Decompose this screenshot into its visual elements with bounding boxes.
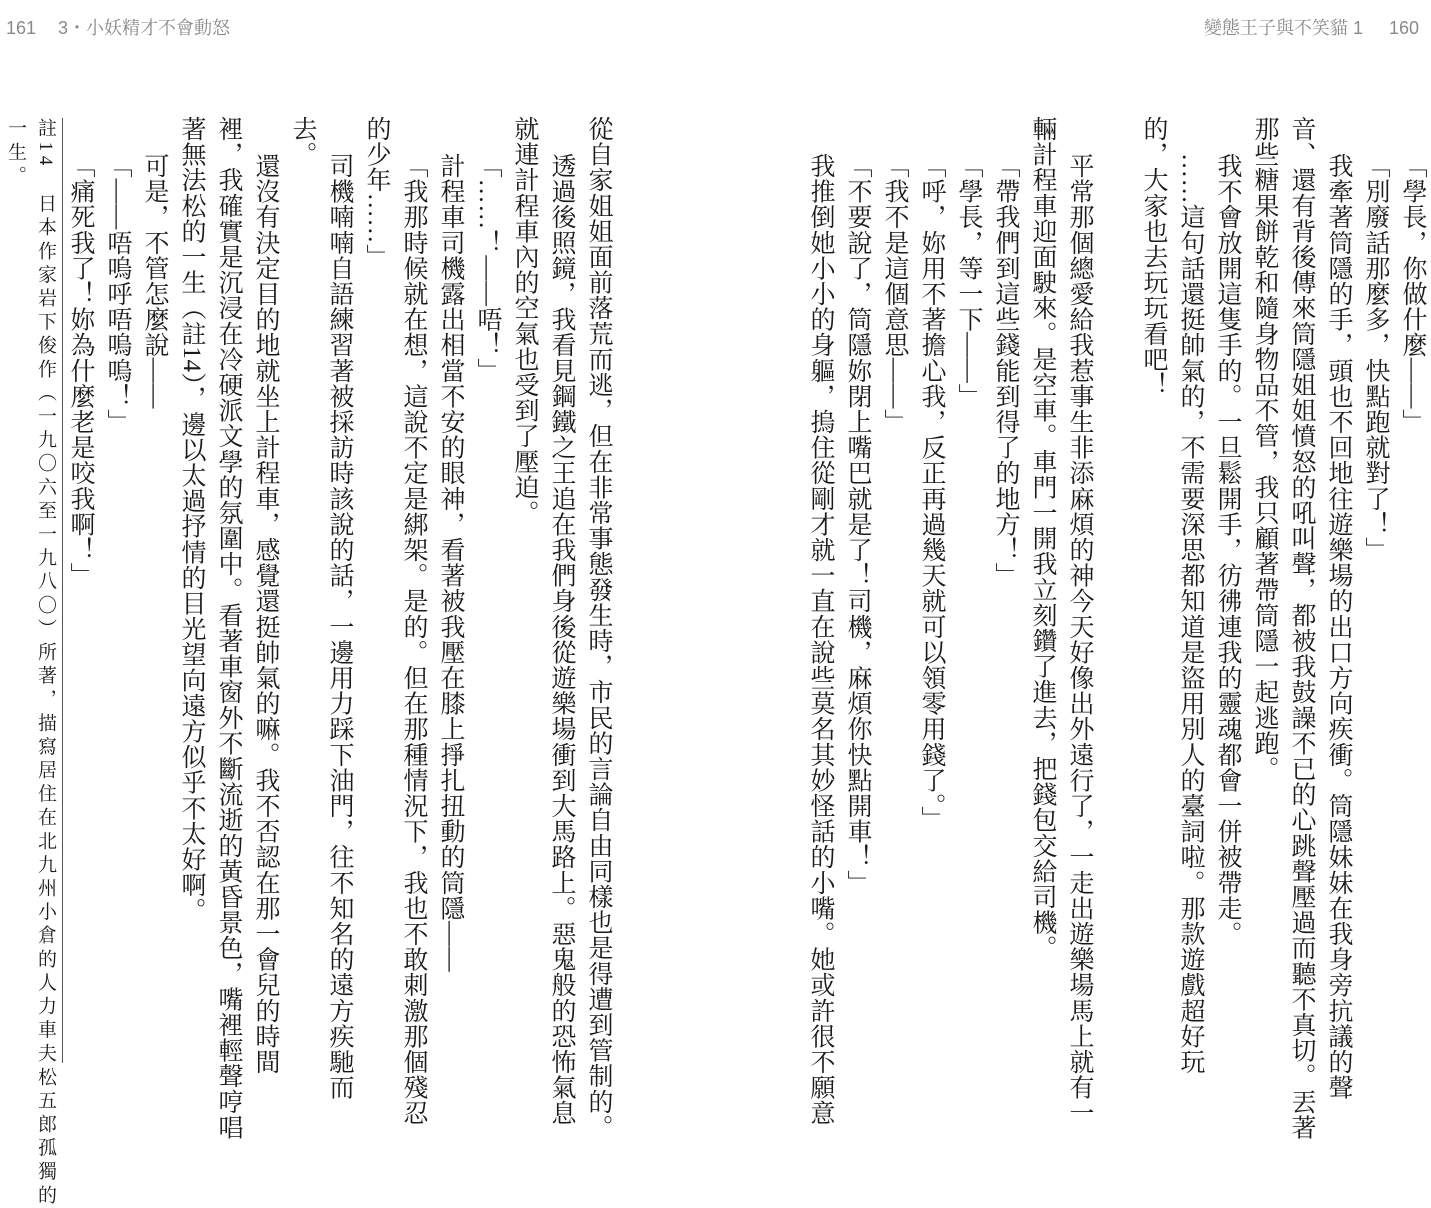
text-column: 「——唔嗚呼唔嗚嗚！」	[104, 153, 131, 435]
text-column: 司機喃喃自語練習著被採訪時該說的話，一邊用力踩下油門，往不知名的遠方疾馳而	[326, 153, 353, 1101]
text-column: 就連計程車內的空氣也受到了壓迫。	[511, 116, 538, 526]
text-column: 「學長，你做什麼——」	[1399, 153, 1426, 435]
text-column: 計程車司機露出相當不安的眼神，看著被我壓在膝上掙扎扭動的筒隱——	[437, 153, 464, 973]
text-column: 去。	[289, 116, 316, 168]
book-title: 變態王子與不笑貓 1	[1203, 18, 1363, 38]
left-page-body	[62, 116, 617, 1140]
text-column: 裡，我確實是沉浸在冷硬派文學的氛圍中。看著車窗外不斷流逝的黃昏景色，嘴裡輕聲哼唱	[215, 116, 242, 1140]
text-column: ……這句話還挺帥氣的，不需要深思都知道是盜用別人的臺詞啦。那款遊戲超好玩	[1177, 153, 1204, 1075]
text-column: 「學長，等一下——」	[955, 153, 982, 409]
text-column: 「我那時候就在想，這說不定是綁架。是的。但在那種情況下，我也不敢刺激那個殘忍	[400, 153, 427, 1126]
text-column: 「……！——唔！」	[474, 153, 501, 384]
text-column: 「呼，妳用不著擔心我，反正再過幾天就可以領零用錢了。」	[918, 153, 945, 832]
left-page-header	[6, 14, 230, 40]
text-column: 「我不是這個意思——」	[881, 153, 908, 435]
right-page-body	[802, 116, 1431, 1140]
text-column: 從自家姐姐面前落荒而逃，但在非常事態發生時，市民的言論自由同樣也是得遭到管制的。	[585, 116, 612, 1140]
chapter-title: 3・小妖精才不會動怒	[58, 18, 231, 38]
text-column: 我牽著筒隱的手，頭也不回地往遊樂場的出口方向疾衝。筒隱妹妹在我身旁抗議的聲	[1325, 153, 1352, 1101]
text-column: 輛計程車迎面駛來。是空車。車門一開我立刻鑽了進去，把錢包交給司機。	[1029, 116, 1056, 961]
text-column: 音、還有背後傳來筒隱姐姐憤怒的吼叫聲，都被我鼓譟不已的心跳聲壓過而聽不真切。丟著	[1288, 116, 1315, 1140]
text-column	[1098, 116, 1135, 1066]
text-column: 還沒有決定目的地就坐上計程車，感覺還挺帥氣的嘛。我不否認在那一會兒的時間	[252, 153, 279, 1075]
left-page-number: 161	[6, 18, 37, 38]
text-column: 我不會放開這隻手的。一旦鬆開手，彷彿連我的靈魂都會一併被帶走。	[1214, 153, 1241, 947]
right-page-number: 160	[1388, 18, 1419, 38]
text-column: 我推倒她小小的身軀，摀住從剛才就一直在說些莫名其妙怪話的小嘴。她或許很不願意	[807, 153, 834, 1126]
right-page-header	[1204, 14, 1419, 40]
footnote	[0, 118, 60, 1208]
footnote-line: 一生。	[5, 118, 26, 189]
text-column: 「不要說了，筒隱妳閉上嘴巴就是了！司機，麻煩你快點開車！」	[844, 153, 871, 896]
text-column: 平常那個總愛給我惹事生非添麻煩的神今天好像出外遠行了，一走出遊樂場馬上就有一	[1066, 153, 1093, 1126]
text-column: 著無法松的一生（註14），邊以太過抒情的目光望向遠方似乎不太好啊。	[178, 116, 205, 924]
footnote-divider	[62, 118, 63, 1063]
text-column: 「別廢話那麼多，快點跑就對了！」	[1362, 153, 1389, 563]
text-column: 可是，不管怎麼說——	[141, 153, 168, 409]
footnote-line: 註14 日本作家岩下俊作（一九〇六至一九八〇）所著，描寫居住在北九州小倉的人力車夫松五郎孤獨的	[35, 118, 56, 1208]
text-column: 的，大家也去玩玩看吧！	[1140, 116, 1167, 398]
text-column: 「痛死我了！妳為什麼老是咬我啊！」	[67, 153, 94, 589]
text-column: 的少年……」	[363, 116, 390, 270]
text-column: 「帶我們到這些錢能到得了的地方！」	[992, 153, 1019, 589]
text-column: 透過後照鏡，我看見鋼鐵之王追在我們身後從遊樂場衝到大馬路上。惡鬼般的恐怖氣息	[548, 153, 575, 1126]
text-column: 那些糖果餅乾和隨身物品不管，我只顧著帶筒隱一起逃跑。	[1251, 116, 1278, 782]
